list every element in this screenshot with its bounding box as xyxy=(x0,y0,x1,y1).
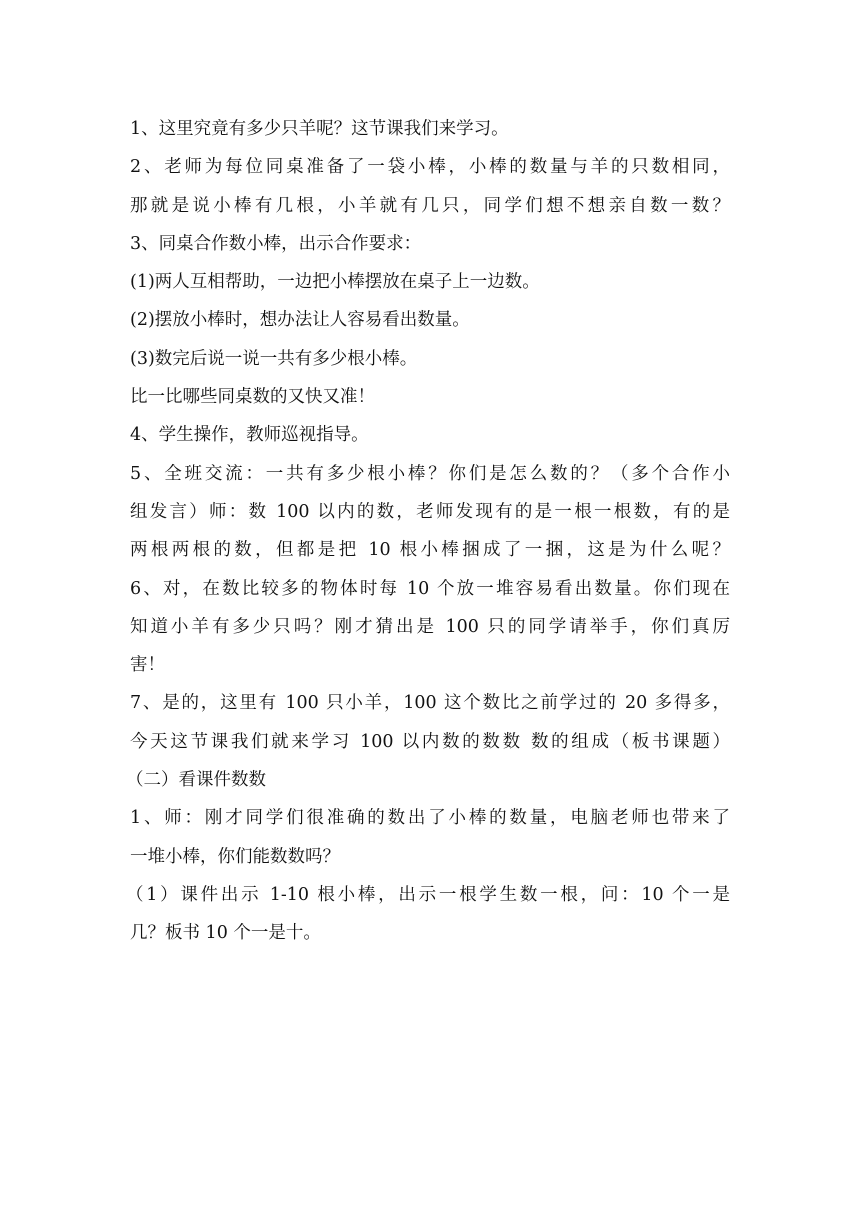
text-line: 害！ xyxy=(130,655,165,676)
text-line: 6、对，在数比较多的物体时每 10 个放一堆容易看出数量。你们现在 xyxy=(130,578,730,599)
document-body xyxy=(126,110,730,953)
text-line: 那就是说小棒有几根，小羊就有几只，同学们想不想亲自数一数？ xyxy=(130,195,730,216)
text-line: (3)数完后说一说一共有多少根小棒。 xyxy=(130,348,418,369)
text-line: 两根两根的数，但都是把 10 根小棒捆成了一捆，这是为什么呢？ xyxy=(130,540,730,561)
text-line: 4、学生操作，教师巡视指导。 xyxy=(130,425,369,446)
text-line: 今天这节课我们就来学习 100 以内数的数数 数的组成（板书课题） xyxy=(130,731,730,752)
text-line: 5、全班交流：一共有多少根小棒？你们是怎么数的？（多个合作小 xyxy=(130,463,730,484)
text-line: 2、老师为每位同桌准备了一袋小棒，小棒的数量与羊的只数相同， xyxy=(130,157,730,178)
text-line: 一堆小棒，你们能数数吗？ xyxy=(130,846,340,867)
text-line: 3、同桌合作数小棒，出示合作要求： xyxy=(130,233,422,254)
text-line: (1)两人互相帮助，一边把小棒摆放在桌子上一边数。 xyxy=(130,272,540,293)
section-heading: （二）看课件数数 xyxy=(126,770,266,791)
text-line: 比一比哪些同桌数的又快又准！ xyxy=(130,387,375,408)
text-line: 1、这里究竟有多少只羊呢？这节课我们来学习。 xyxy=(130,119,509,139)
text-line: 7、是的，这里有 100 只小羊，100 这个数比之前学过的 20 多得多， xyxy=(130,693,730,714)
text-line: （1）课件出示 1-10 根小棒，出示一根学生数一根，问：10 个一是 xyxy=(126,884,730,905)
text-line: 组发言）师：数 100 以内的数，老师发现有的是一根一根数，有的是 xyxy=(130,501,730,522)
text-line: 知道小羊有多少只吗？刚才猜出是 100 只的同学请举手，你们真厉 xyxy=(130,616,730,637)
text-line: 1、师：刚才同学们很准确的数出了小棒的数量，电脑老师也带来了 xyxy=(130,808,730,829)
text-line: (2)摆放小棒时，想办法让人容易看出数量。 xyxy=(130,310,470,331)
text-line: 几？板书 10 个一是十。 xyxy=(130,923,321,944)
